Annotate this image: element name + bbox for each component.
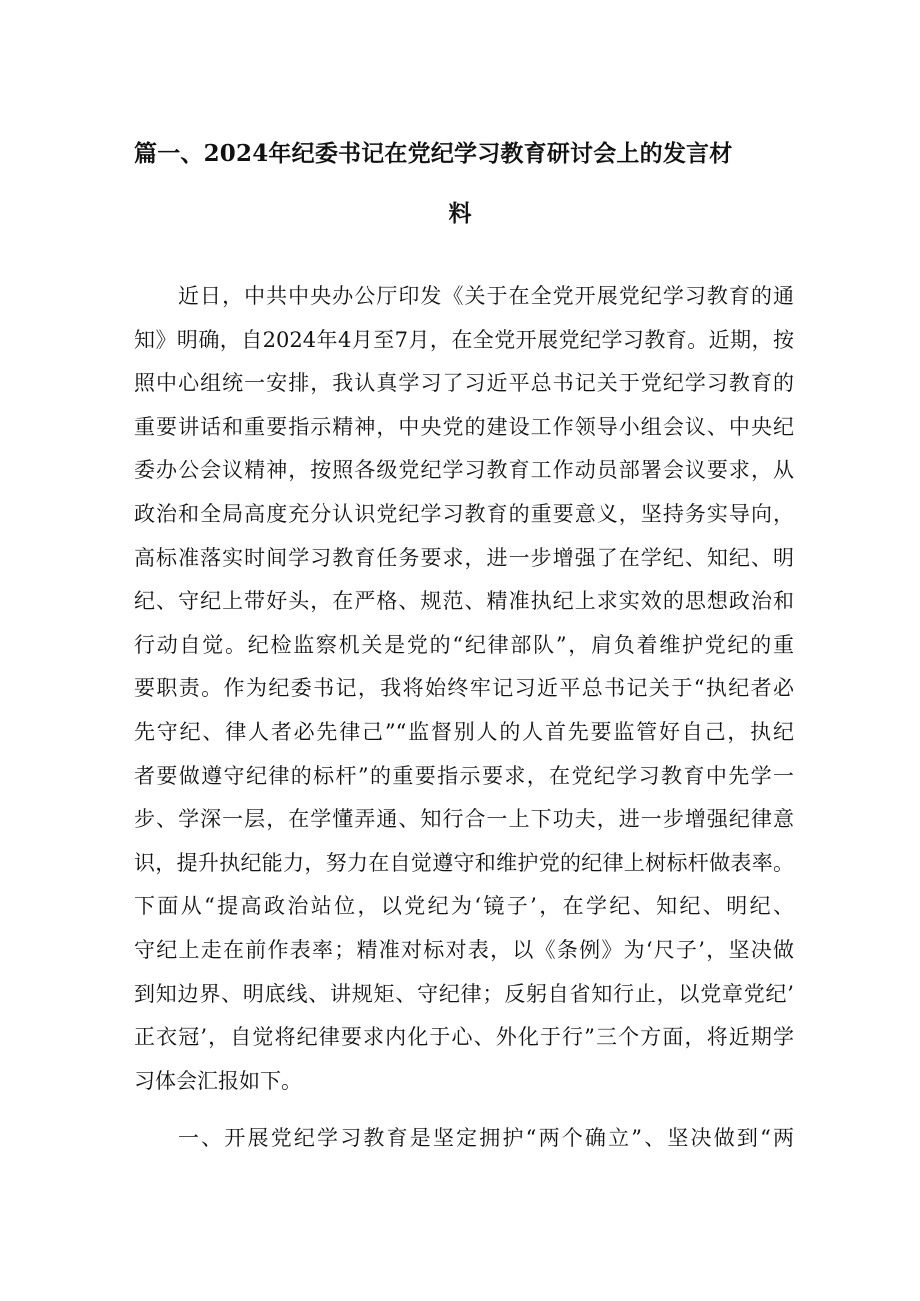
- paragraph-intro: [134, 275, 794, 1103]
- paragraph-line: 一、开展党纪学习教育是坚定拥护“两个确立”、坚决做到“两: [178, 1126, 794, 1151]
- section-heading-paragraph: [134, 1117, 794, 1161]
- paragraph-line: 要职责。作为纪委书记，我将始终牢记习近平总书记关于“执纪者必: [134, 676, 794, 701]
- paragraph-line: 委办公会议精神，按照各级党纪学习教育工作动员部署会议要求，从: [134, 458, 794, 483]
- paragraph-line: 行动自觉。纪检监察机关是党的“纪律部队”，肩负着维护党纪的重: [134, 632, 794, 657]
- paragraph-line: 正衣冠’，自觉将纪律要求内化于心、外化于行”三个方面，将近期学: [134, 1025, 794, 1050]
- paragraph-line: 下面从“提高政治站位，以党纪为‘镜子’，在学纪、知纪、明纪、: [134, 894, 794, 919]
- paragraph-line: 纪、守纪上带好头，在严格、规范、精准执纪上求实效的思想政治和: [134, 589, 794, 614]
- paragraph-line: 近日，中共中央办公厅印发《关于在全党开展党纪学习教育的通: [178, 284, 794, 308]
- paragraph-line: 习体会汇报如下。: [134, 1068, 302, 1093]
- paragraph-line: 先守纪、律人者必先律己”“监督别人的人首先要监管好自己，执纪: [134, 719, 794, 744]
- paragraph-line: 重要讲话和重要指示精神，中央党的建设工作领导小组会议、中央纪: [134, 414, 794, 439]
- paragraph-line: 识，提升执纪能力，努力在自觉遵守和维护党的纪律上树标杆做表率。: [134, 850, 794, 875]
- paragraph-line: 者要做遵守纪律的标杆”的重要指示要求，在党纪学习教育中先学一: [134, 763, 794, 788]
- document-title: 篇一、2024年纪委书记在党纪学习教育研讨会上的发言材: [134, 140, 733, 167]
- paragraph-line: 知》明确，自2024年4月至7月，在全党开展党纪学习教育。近期，按: [134, 327, 794, 352]
- document-title-continuation: 料: [448, 200, 472, 227]
- document-body: [134, 275, 794, 1161]
- paragraph-line: 政治和全局高度充分认识党纪学习教育的重要意义，坚持务实导向，: [134, 501, 794, 526]
- paragraph-line: 步、学深一层，在学懂弄通、知行合一上下功夫，进一步增强纪律意: [134, 807, 794, 832]
- paragraph-spacer: [134, 1103, 794, 1117]
- paragraph-line: 照中心组统一安排，我认真学习了习近平总书记关于党纪学习教育的: [134, 371, 794, 396]
- paragraph-line: 守纪上走在前作表率；精准对标对表，以《条例》为‘尺子’，坚决做: [134, 937, 794, 962]
- paragraph-line: 到知边界、明底线、讲规矩、守纪律；反躬自省知行止，以党章党纪’: [134, 981, 794, 1006]
- paragraph-line: 高标准落实时间学习教育任务要求，进一步增强了在学纪、知纪、明: [134, 545, 794, 570]
